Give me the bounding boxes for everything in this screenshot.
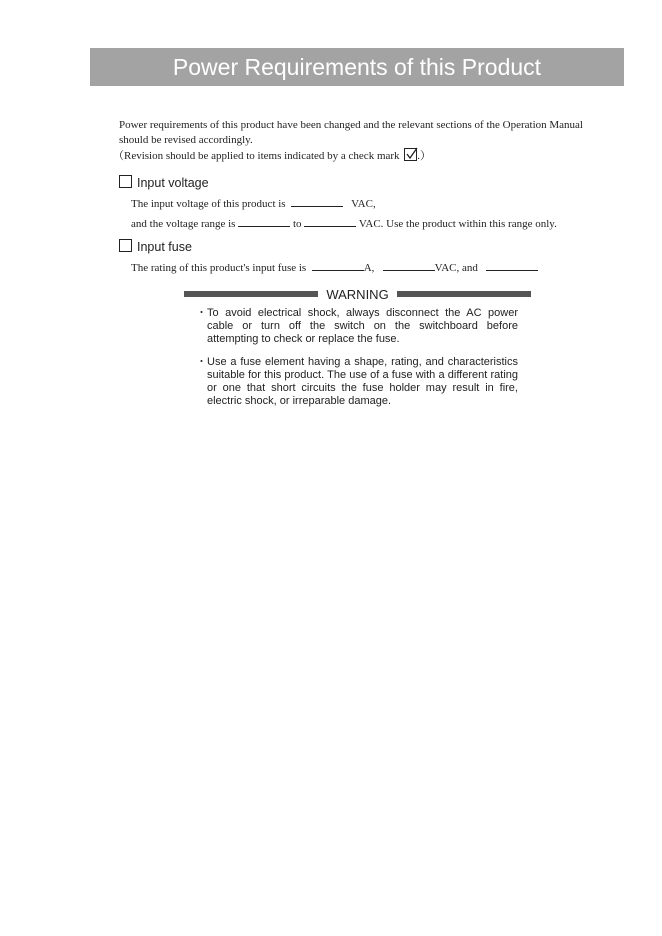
fuse-voltage-blank[interactable] bbox=[383, 260, 435, 271]
input-voltage-line bbox=[131, 196, 376, 211]
revision-note-suffix: .） bbox=[417, 150, 432, 162]
warning-item bbox=[196, 307, 518, 346]
voltage-range-max-blank[interactable] bbox=[304, 216, 356, 227]
input-voltage-label: Input voltage bbox=[137, 176, 209, 190]
warning-bar-right bbox=[397, 291, 531, 297]
revision-note bbox=[113, 148, 431, 164]
input-fuse-line bbox=[131, 260, 538, 275]
input-voltage-text: The input voltage of this product is bbox=[131, 198, 286, 210]
revision-note-prefix: （Revision should be applied to items indicated by a check mark bbox=[113, 150, 403, 162]
input-voltage-checkbox[interactable] bbox=[119, 175, 132, 188]
voltage-range-text: and the voltage range is bbox=[131, 218, 236, 230]
warning-item bbox=[196, 356, 518, 408]
warning-list bbox=[196, 307, 518, 418]
fuse-type-blank[interactable] bbox=[486, 260, 538, 271]
voltage-range-suffix: VAC. Use the product within this range only. bbox=[358, 218, 557, 230]
fuse-voltage-unit: VAC, and bbox=[434, 262, 478, 274]
warning-label: WARNING bbox=[326, 286, 389, 302]
fuse-current-unit: A, bbox=[363, 262, 375, 274]
check-mark-icon bbox=[404, 148, 417, 161]
voltage-range-min-blank[interactable] bbox=[238, 216, 290, 227]
intro-paragraph: Power requirements of this product have been changed and the relevant sections of the Operation Manual should be revised accordingly. bbox=[119, 119, 583, 146]
warning-bullet: ・ bbox=[196, 307, 207, 319]
fuse-current-blank[interactable] bbox=[312, 260, 364, 271]
input-fuse-checkbox[interactable] bbox=[119, 239, 132, 252]
voltage-range-to: to bbox=[292, 218, 302, 230]
warning-item-text: To avoid electrical shock, always disconnect the AC power cable or turn off the switch on the switchboard before attempting to check or replace the fuse. bbox=[207, 307, 518, 345]
voltage-range-line bbox=[131, 216, 557, 231]
warning-bar-left bbox=[184, 291, 318, 297]
warning-header bbox=[184, 286, 531, 302]
input-fuse-label: Input fuse bbox=[137, 240, 192, 254]
input-voltage-blank[interactable] bbox=[291, 196, 343, 207]
page-title: Power Requirements of this Product bbox=[90, 48, 624, 86]
input-fuse-text: The rating of this product's input fuse is bbox=[131, 262, 307, 274]
warning-bullet: ・ bbox=[196, 356, 207, 368]
input-voltage-heading bbox=[119, 175, 209, 191]
input-voltage-unit: VAC, bbox=[351, 198, 376, 210]
input-fuse-heading bbox=[119, 239, 192, 255]
warning-item-text: Use a fuse element having a shape, rating, and characteristics suitable for this product. The use of a fuse with a different rating or one that short circuits the fuse holder may result in fire, electric shock, or irreparable damage. bbox=[207, 356, 518, 407]
